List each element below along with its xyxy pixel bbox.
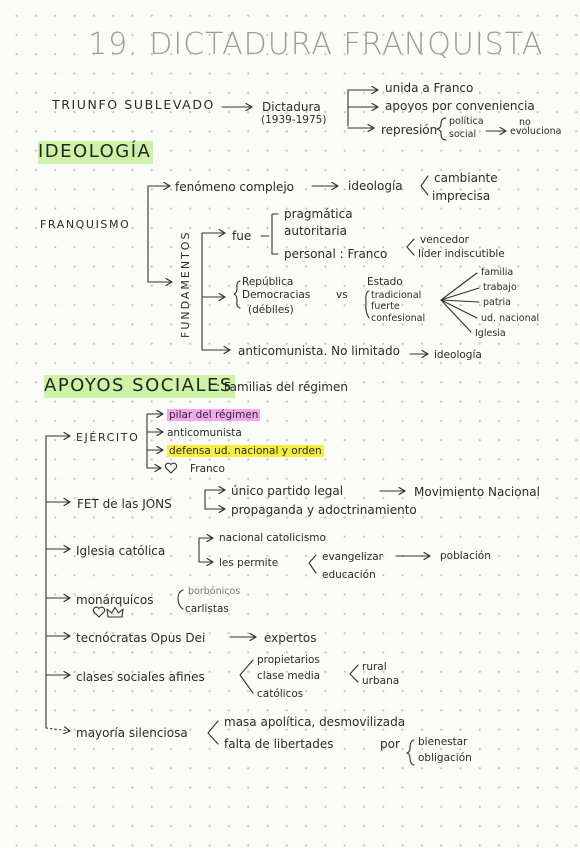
debiles-label: (débiles) xyxy=(248,304,294,316)
triunfo-label: TRIUNFO SUBLEVADO xyxy=(52,97,215,112)
confesional-label: confesional xyxy=(371,313,426,324)
franquismo-label: FRANQUISMO xyxy=(40,218,131,231)
patria-label: patria xyxy=(483,297,511,308)
autoritaria-label: autoritaria xyxy=(284,224,347,238)
nacional-catolicismo-label: nacional catolicismo xyxy=(219,532,326,544)
borbonicos-label: borbónicos xyxy=(188,586,241,597)
obligacion-label: obligación xyxy=(418,752,472,764)
propaganda-label: propaganda y adoctrinamiento xyxy=(231,503,417,517)
por-label: por xyxy=(380,737,400,751)
tecnocratas-label: tecnócratas Opus Dei xyxy=(76,631,206,645)
clase-media-label: clase media xyxy=(257,670,321,682)
cambiante-label: cambiante xyxy=(434,171,498,185)
estado-label: Estado xyxy=(367,276,403,288)
fuerte-label: fuerte xyxy=(371,301,400,312)
udnacional-label: ud. nacional xyxy=(481,313,540,324)
fenomeno-label: fenómeno complejo xyxy=(175,180,295,194)
propietarios-label: propietarios xyxy=(257,654,320,666)
pragmatica-label: pragmática xyxy=(284,207,353,221)
ejercito-anticomunista: anticomunista xyxy=(167,427,242,439)
trabajo-label: trabajo xyxy=(483,282,517,293)
fue-label: fue xyxy=(232,229,252,243)
iglesia-ideo-label: Iglesia xyxy=(475,328,506,339)
franco-label: Franco xyxy=(190,463,225,475)
familia-label: familia xyxy=(481,267,514,278)
years-label: (1939-1975) xyxy=(261,114,327,126)
expertos-label: expertos xyxy=(264,631,317,645)
catolicos-label: católicos xyxy=(257,688,304,700)
ideologia2-label: ideología xyxy=(434,349,482,361)
poblacion-label: población xyxy=(440,550,491,562)
monarquicos-label: monárquicos xyxy=(76,593,154,607)
branch-unida: unida a Franco xyxy=(385,81,474,95)
masa-label: masa apolítica, desmovilizada xyxy=(224,715,406,729)
democracias-label: Democracias xyxy=(242,289,311,301)
vs-label: vs xyxy=(336,289,348,301)
educacion-label: educación xyxy=(322,569,376,581)
tradicional-label: tradicional xyxy=(371,290,422,301)
defensa-label: defensa ud. nacional y orden xyxy=(169,445,322,457)
personal-label: personal : Franco xyxy=(284,247,388,261)
fet-label: FET de las JONS xyxy=(77,497,172,511)
fundamentos-label: FUNDAMENTOS xyxy=(179,230,192,338)
ideologia-heading: IDEOLOGÍA xyxy=(38,141,152,162)
vencedor-label: vencedor xyxy=(420,234,469,246)
clases-label: clases sociales afines xyxy=(76,670,205,684)
urbana-label: urbana xyxy=(362,675,400,687)
ejercito-label: EJÉRCITO xyxy=(76,431,140,444)
les-permite-label: les permite xyxy=(219,557,279,569)
apoyos-heading: APOYOS SOCIALES xyxy=(44,375,233,396)
iglesia-label: Iglesia católica xyxy=(76,544,166,558)
dictadura-label: Dictadura xyxy=(262,100,321,114)
branch-apoyos: apoyos por conveniencia xyxy=(385,99,535,113)
pilar-label: pilar del régimen xyxy=(169,409,259,421)
carlistas-label: carlistas xyxy=(185,603,229,615)
represion-politica: política xyxy=(449,116,484,127)
republica-label: República xyxy=(242,276,294,288)
unico-label: único partido legal xyxy=(231,484,344,498)
page-title: 19. DICTADURA FRANQUISTA xyxy=(88,27,544,62)
lider-label: líder indiscutible xyxy=(418,248,505,260)
movimiento-label: Movimiento Nacional xyxy=(414,485,540,499)
ideologia-label: ideología xyxy=(348,179,403,193)
bienestar-label: bienestar xyxy=(418,736,468,748)
no-label: no xyxy=(519,117,531,128)
evoluciona-label: evoluciona xyxy=(510,126,562,137)
anticomunista-label: anticomunista. No limitado xyxy=(238,344,400,358)
evangelizar-label: evangelizar xyxy=(322,551,383,563)
branch-represion: represión xyxy=(381,123,438,137)
rural-label: rural xyxy=(362,661,387,673)
represion-social: social xyxy=(449,129,477,140)
imprecisa-label: imprecisa xyxy=(432,189,491,203)
falta-label: falta de libertades xyxy=(224,737,334,751)
mayoria-label: mayoría silenciosa xyxy=(76,726,188,740)
apoyos-subtitle: : Familias del régimen xyxy=(216,380,348,394)
